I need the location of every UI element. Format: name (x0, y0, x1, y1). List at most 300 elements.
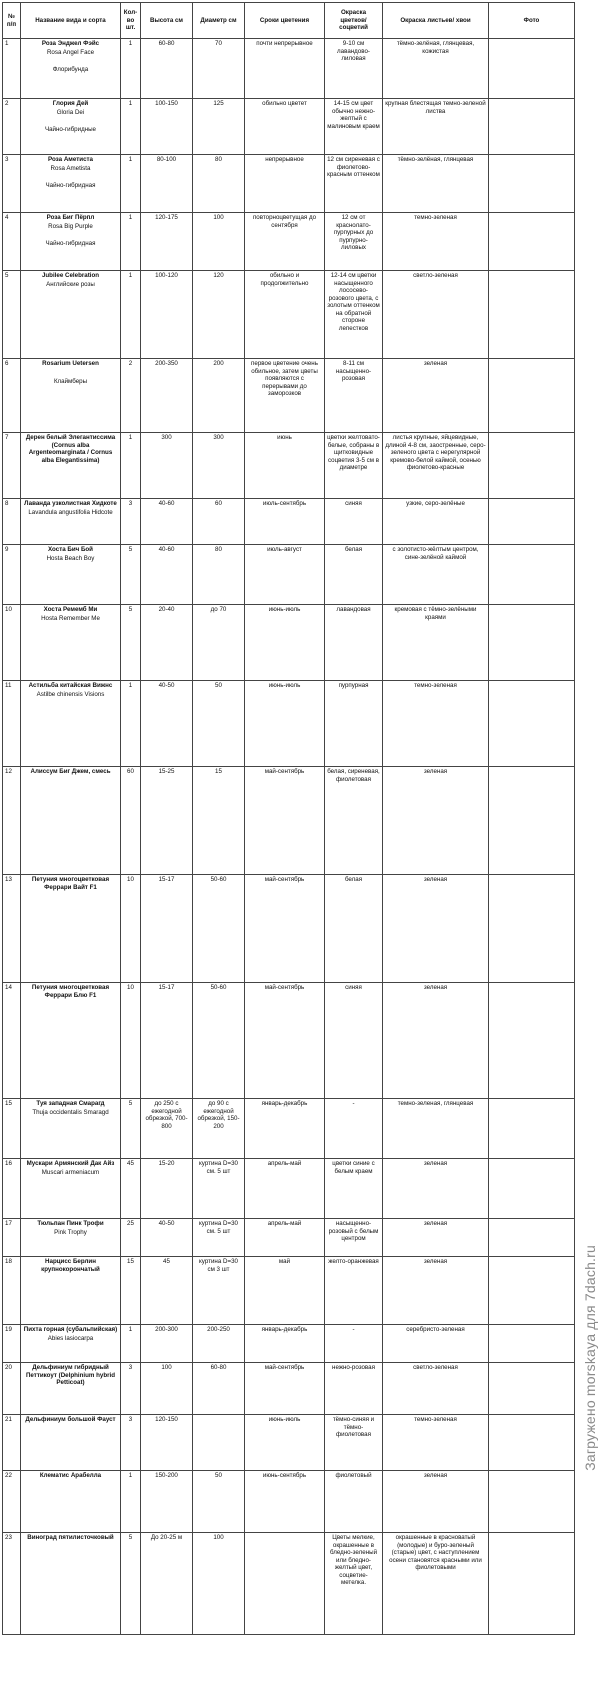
diameter-cell (193, 499, 245, 545)
plant-latin: Muscari armeniacum (41, 1168, 100, 1176)
bloom-cell (245, 433, 325, 499)
qty-cell (121, 39, 141, 99)
plant-name-cell (21, 1257, 121, 1325)
plant-latin: Английские розы (46, 280, 95, 288)
plant-name: Клематис Арабелла (39, 1472, 102, 1479)
row-number (3, 39, 21, 99)
table-row (3, 155, 575, 213)
diameter-text: 100 (213, 1534, 224, 1541)
plant-name-cell (21, 1099, 121, 1159)
bloom-text: июнь (277, 434, 292, 441)
flower-color-cell (325, 1363, 383, 1415)
leaf-color-text: темно-зеленая (414, 1416, 457, 1423)
qty-text: 10 (127, 876, 134, 883)
row-number (3, 271, 21, 359)
row-number (3, 433, 21, 499)
flower-color-cell (325, 1219, 383, 1257)
plant-name: Мускари Армянский Дак Айз (26, 1160, 115, 1167)
qty-cell (121, 767, 141, 875)
header-height: Высота см (141, 3, 193, 39)
flower-color-text: цветки синие с белым краем (332, 1160, 375, 1175)
leaf-color-text: крупная блестящая темно-зеленой листва (385, 100, 486, 115)
photo-cell (489, 99, 575, 155)
height-text: 100-150 (155, 100, 178, 107)
flower-color-text: 12 см от краснолато-пурпурных до пурпурно-лиловых (333, 214, 374, 252)
header-bloom: Сроки цветения (245, 3, 325, 39)
leaf-color-text: светло-зеленая (413, 272, 458, 279)
plant-latin: Hosta Beach Boy (46, 554, 95, 562)
header-num: № п/п (3, 3, 21, 39)
leaf-color-text: зеленая (423, 1160, 448, 1167)
height-text: 200-350 (155, 360, 178, 367)
diameter-cell (193, 99, 245, 155)
bloom-text: обильно цветет (262, 100, 307, 107)
photo-cell (489, 1471, 575, 1533)
photo-cell (489, 1325, 575, 1363)
qty-text: 15 (127, 1258, 134, 1265)
bloom-cell (245, 875, 325, 983)
row-number (3, 1219, 21, 1257)
height-text: 15-25 (158, 768, 175, 775)
row-number (3, 605, 21, 681)
plant-latin: Rosa Big Purple (48, 222, 93, 230)
watermark: Загружено morskaya для 7dach.ru (582, 1245, 598, 1471)
row-number (3, 1325, 21, 1363)
leaf-color-text: темно-зеленая (414, 682, 457, 689)
bloom-cell (245, 983, 325, 1099)
diameter-cell (193, 39, 245, 99)
leaf-color-cell (383, 1325, 489, 1363)
table-row (3, 1415, 575, 1471)
bloom-text: май-сентябрь (264, 768, 305, 775)
bloom-text: январь-декабрь (261, 1100, 308, 1107)
plant-latin: Hosta Remember Me (41, 614, 100, 622)
row-number-text: 21 (5, 1416, 12, 1423)
plant-name: Петуния многоцветковая Феррари Вайт F1 (31, 876, 110, 891)
diameter-cell (193, 545, 245, 605)
row-number-text: 17 (5, 1220, 12, 1227)
bloom-cell (245, 1099, 325, 1159)
flower-color-text: 12-14 см цветки насыщенного лососево-розового цвета, с золотым оттенком на обратной стороне лепестков (327, 272, 380, 332)
leaf-color-text: серебристо-зеленая (406, 1326, 465, 1333)
plant-name: Нарцисс Берлин крупнокорончатый (41, 1258, 100, 1273)
bloom-text: июль-август (267, 546, 302, 553)
flower-color-cell (325, 499, 383, 545)
diameter-text: 50 (215, 1472, 222, 1479)
bloom-text: повторноцветущая до сентября (252, 214, 317, 229)
leaf-color-cell (383, 99, 489, 155)
bloom-cell (245, 1325, 325, 1363)
qty-text: 1 (128, 156, 133, 163)
plant-table (2, 2, 575, 1635)
bloom-text: обильно и продолжительно (260, 272, 309, 287)
photo-cell (489, 875, 575, 983)
plant-name: Лаванда узколистная Хидкоте (24, 500, 117, 507)
leaf-color-text: темно-зеленая (414, 214, 457, 221)
bloom-text: июль-сентябрь (262, 500, 307, 507)
height-cell (141, 1471, 193, 1533)
qty-cell (121, 1471, 141, 1533)
row-number-text: 4 (5, 214, 9, 221)
diameter-cell (193, 1099, 245, 1159)
plant-name-cell (21, 271, 121, 359)
height-cell (141, 1219, 193, 1257)
flower-color-text: тёмно-синяя и тёмно-фиолетовая (332, 1416, 375, 1439)
diameter-text: 60-80 (210, 1364, 227, 1371)
leaf-color-text: кремовая с тёмно-зелёными краями (394, 606, 477, 621)
height-cell (141, 983, 193, 1099)
bloom-cell (245, 681, 325, 767)
photo-cell (489, 1363, 575, 1415)
flower-color-cell (325, 545, 383, 605)
plant-name: Роза Биг Пёрпл (46, 214, 95, 221)
diameter-text: 200 (213, 360, 224, 367)
qty-cell (121, 433, 141, 499)
height-cell (141, 1533, 193, 1635)
height-text: До 20-25 м (150, 1534, 183, 1541)
flower-color-text: Цветы мелкие, окрашенные в бледно-зеленый или бледно-желтый цвет, соцветие-метелка. (329, 1534, 378, 1587)
qty-cell (121, 1159, 141, 1219)
height-cell (141, 1257, 193, 1325)
bloom-cell (245, 1415, 325, 1471)
leaf-color-cell (383, 983, 489, 1099)
height-text: 120-150 (155, 1416, 178, 1423)
bloom-cell (245, 1219, 325, 1257)
qty-text: 1 (128, 1326, 133, 1333)
leaf-color-text: темно-зеленая, глянцевая (397, 1100, 474, 1107)
height-cell (141, 213, 193, 271)
height-cell (141, 271, 193, 359)
plant-category: Флорибунда (52, 66, 89, 74)
plant-name-cell (21, 359, 121, 433)
height-cell (141, 155, 193, 213)
leaf-color-text: листья крупные, яйцевидные, длиной 4-8 см, заостренные, серо-зеленого цвета с нерегулярной кремово-белой каймой, осенью фиолетово-красные (385, 434, 486, 472)
plant-name: Роза Энджел Фэйс (41, 40, 100, 47)
diameter-text: 300 (213, 434, 224, 441)
plant-name: Туя западная Смарагд (36, 1100, 105, 1107)
diameter-cell (193, 1471, 245, 1533)
row-number (3, 545, 21, 605)
height-text: 15-20 (158, 1160, 175, 1167)
plant-name-cell (21, 99, 121, 155)
photo-cell (489, 545, 575, 605)
height-text: 100-120 (155, 272, 178, 279)
leaf-color-text: зеленая (423, 1220, 448, 1227)
diameter-text: 80 (215, 546, 222, 553)
plant-name: Тюльпан Пинк Трофи (37, 1220, 104, 1227)
diameter-cell (193, 213, 245, 271)
plant-name: Пихта горная (субальпийская) (23, 1326, 118, 1333)
plant-name: Хоста Бич Бой (48, 546, 93, 553)
leaf-color-text: светло-зеленая (413, 1364, 458, 1371)
plant-name-cell (21, 213, 121, 271)
flower-color-text: пурпурная (338, 682, 369, 689)
diameter-text: 80 (215, 156, 222, 163)
flower-color-text: нежно-розовая (332, 1364, 375, 1371)
diameter-text: куртина D=30 см. 5 шт (199, 1160, 238, 1175)
flower-color-cell (325, 983, 383, 1099)
plant-latin: Abies lasiocarpa (47, 1334, 94, 1342)
leaf-color-cell (383, 1159, 489, 1219)
diameter-cell (193, 1219, 245, 1257)
flower-color-cell (325, 99, 383, 155)
row-number-text: 13 (5, 876, 12, 883)
qty-cell (121, 213, 141, 271)
flower-color-cell (325, 1159, 383, 1219)
plant-category: Чайно-гибридная (45, 240, 96, 248)
row-number-text: 22 (5, 1472, 12, 1479)
diameter-text: 200-250 (207, 1326, 230, 1333)
qty-cell (121, 1099, 141, 1159)
table-row (3, 213, 575, 271)
plant-name-cell (21, 1533, 121, 1635)
table-row (3, 875, 575, 983)
leaf-color-cell (383, 1471, 489, 1533)
bloom-text: июнь-июль (268, 682, 301, 689)
leaf-color-cell (383, 1099, 489, 1159)
photo-cell (489, 1159, 575, 1219)
row-number-text: 6 (5, 360, 9, 367)
diameter-cell (193, 605, 245, 681)
height-text: 100 (161, 1364, 172, 1371)
flower-color-text: цветки желтовато-белые, собраны в щитковидные соцветия 3-5 см в диаметре (327, 434, 380, 472)
diameter-text: 60 (215, 500, 222, 507)
height-cell (141, 605, 193, 681)
row-number (3, 1257, 21, 1325)
qty-text: 3 (128, 1364, 133, 1371)
row-number-text: 18 (5, 1258, 12, 1265)
height-cell (141, 681, 193, 767)
qty-text: 1 (128, 214, 133, 221)
leaf-color-text: с золотисто-жёлтым центром, сине-зелёной каймой (392, 546, 479, 561)
row-number (3, 499, 21, 545)
row-number (3, 1533, 21, 1635)
height-cell (141, 1415, 193, 1471)
bloom-cell (245, 155, 325, 213)
plant-name-cell (21, 1325, 121, 1363)
height-text: 15-17 (158, 876, 175, 883)
leaf-color-cell (383, 359, 489, 433)
header-diameter: Диаметр см (193, 3, 245, 39)
height-text: 40-60 (158, 546, 175, 553)
flower-color-text: 9-10 см лавандово-лиловая (337, 40, 370, 63)
table-row (3, 605, 575, 681)
qty-cell (121, 1363, 141, 1415)
row-number (3, 767, 21, 875)
diameter-cell (193, 1159, 245, 1219)
plant-category: Клаймберы (53, 377, 88, 385)
height-cell (141, 1325, 193, 1363)
photo-cell (489, 1533, 575, 1635)
row-number-text: 5 (5, 272, 9, 279)
plant-name: Дельфиниум большой Фауст (25, 1416, 116, 1423)
flower-color-cell (325, 271, 383, 359)
plant-name: Дельфиниум гибридный Петтикоут (Delphinium hybrid Petticoat) (25, 1364, 116, 1387)
bloom-cell (245, 767, 325, 875)
leaf-color-text: зеленая (423, 360, 448, 367)
table-header-row (3, 3, 575, 39)
leaf-color-cell (383, 271, 489, 359)
qty-text: 5 (128, 546, 133, 553)
bloom-cell (245, 545, 325, 605)
height-cell (141, 1099, 193, 1159)
row-number (3, 681, 21, 767)
row-number (3, 983, 21, 1099)
table-row (3, 1363, 575, 1415)
plant-name-cell (21, 1219, 121, 1257)
qty-text: 5 (128, 606, 133, 613)
table-row (3, 359, 575, 433)
plant-name-cell (21, 155, 121, 213)
leaf-color-text: тёмно-зелёная, глянцевая, кожистая (396, 40, 475, 55)
plant-name: Хоста Ремемб Ми (43, 606, 98, 613)
plant-latin: Rosa Ametista (50, 164, 91, 172)
photo-cell (489, 681, 575, 767)
leaf-color-cell (383, 1363, 489, 1415)
row-number-text: 7 (5, 434, 9, 441)
flower-color-cell (325, 875, 383, 983)
flower-color-text: насыщенно-розовый с белым центром (328, 1220, 379, 1243)
photo-cell (489, 983, 575, 1099)
row-number (3, 1099, 21, 1159)
diameter-cell (193, 1415, 245, 1471)
qty-text: 25 (127, 1220, 134, 1227)
height-text: 45 (163, 1258, 170, 1265)
bloom-text: первое цветение очень обильное, затем цветы появляются с перерывами до заморозков (251, 360, 318, 398)
plant-name-cell (21, 983, 121, 1099)
bloom-text: январь-декабрь (261, 1326, 308, 1333)
qty-cell (121, 681, 141, 767)
diameter-cell (193, 983, 245, 1099)
qty-cell (121, 875, 141, 983)
header-name: Название вида и сорта (21, 3, 121, 39)
row-number (3, 1159, 21, 1219)
height-text: 15-17 (158, 984, 175, 991)
table-row (3, 99, 575, 155)
leaf-color-cell (383, 875, 489, 983)
leaf-color-text: зеленая (423, 768, 448, 775)
table-row (3, 983, 575, 1099)
diameter-cell (193, 1533, 245, 1635)
bloom-text: апрель-май (267, 1160, 302, 1167)
bloom-cell (245, 213, 325, 271)
qty-text: 2 (128, 360, 133, 367)
qty-text: 1 (128, 434, 133, 441)
height-cell (141, 545, 193, 605)
plant-name-cell (21, 605, 121, 681)
plant-name-cell (21, 1363, 121, 1415)
plant-name: Роза Аметиста (48, 156, 93, 163)
diameter-cell (193, 767, 245, 875)
plant-name-cell (21, 545, 121, 605)
diameter-text: до 90 с ежегодной обрезкой, 150-200 (197, 1100, 240, 1130)
qty-cell (121, 1415, 141, 1471)
diameter-cell (193, 155, 245, 213)
height-text: 40-60 (158, 500, 175, 507)
flower-color-text: 12 см сиреневая с фиолетово-красным оттенком (327, 156, 380, 179)
flower-color-text: белая (344, 876, 363, 883)
row-number (3, 213, 21, 271)
header-leaf: Окраска листьев/ хвои (383, 3, 489, 39)
diameter-text: 120 (213, 272, 224, 279)
leaf-color-cell (383, 1219, 489, 1257)
flower-color-cell (325, 1257, 383, 1325)
qty-text: 5 (128, 1100, 133, 1107)
leaf-color-text: зеленая (423, 876, 448, 883)
leaf-color-cell (383, 545, 489, 605)
diameter-text: куртина D=30 см. 5 шт (199, 1220, 238, 1235)
height-cell (141, 99, 193, 155)
flower-color-text: - (352, 1326, 355, 1333)
bloom-cell (245, 499, 325, 545)
flower-color-text: белая, сиреневая, фиолетовая (327, 768, 380, 783)
flower-color-text: желто-оранжевая (328, 1258, 379, 1265)
photo-cell (489, 1099, 575, 1159)
header-qty: Кол-во шт. (121, 3, 141, 39)
qty-text: 60 (127, 768, 134, 775)
row-number (3, 1471, 21, 1533)
qty-text: 5 (128, 1534, 133, 1541)
row-number-text: 20 (5, 1364, 12, 1371)
bloom-cell (245, 1471, 325, 1533)
leaf-color-cell (383, 155, 489, 213)
row-number-text: 14 (5, 984, 12, 991)
qty-cell (121, 99, 141, 155)
leaf-color-cell (383, 681, 489, 767)
plant-latin: Gloria Dei (56, 108, 85, 116)
bloom-cell (245, 99, 325, 155)
diameter-text: 50-60 (210, 984, 227, 991)
bloom-cell (245, 1257, 325, 1325)
photo-cell (489, 213, 575, 271)
height-text: 200-300 (155, 1326, 178, 1333)
qty-cell (121, 359, 141, 433)
bloom-text: июнь-июль (268, 606, 301, 613)
row-number-text: 15 (5, 1100, 12, 1107)
bloom-text: июнь-июль (268, 1416, 301, 1423)
header-photo: Фото (489, 3, 575, 39)
flower-color-cell (325, 1325, 383, 1363)
flower-color-text: 14-15 см цвет обычно нежно-желтый с малиновым краем (327, 100, 380, 130)
qty-text: 10 (127, 984, 134, 991)
row-number (3, 359, 21, 433)
height-cell (141, 433, 193, 499)
qty-text: 3 (128, 500, 133, 507)
diameter-cell (193, 271, 245, 359)
table-row (3, 1219, 575, 1257)
plant-name-cell (21, 681, 121, 767)
flower-color-text: синяя (345, 984, 362, 991)
height-cell (141, 875, 193, 983)
height-cell (141, 1363, 193, 1415)
photo-cell (489, 433, 575, 499)
qty-cell (121, 499, 141, 545)
height-cell (141, 39, 193, 99)
height-text: 40-50 (158, 1220, 175, 1227)
height-text: до 250 с ежегодной обрезкой, 700-800 (145, 1100, 188, 1130)
table-row (3, 1533, 575, 1635)
leaf-color-cell (383, 605, 489, 681)
leaf-color-cell (383, 499, 489, 545)
table-row (3, 1471, 575, 1533)
table-row (3, 1099, 575, 1159)
flower-color-text: - (352, 1100, 355, 1107)
flower-color-cell (325, 433, 383, 499)
height-cell (141, 499, 193, 545)
leaf-color-cell (383, 213, 489, 271)
row-number-text: 19 (5, 1326, 12, 1333)
row-number-text: 23 (5, 1534, 12, 1541)
